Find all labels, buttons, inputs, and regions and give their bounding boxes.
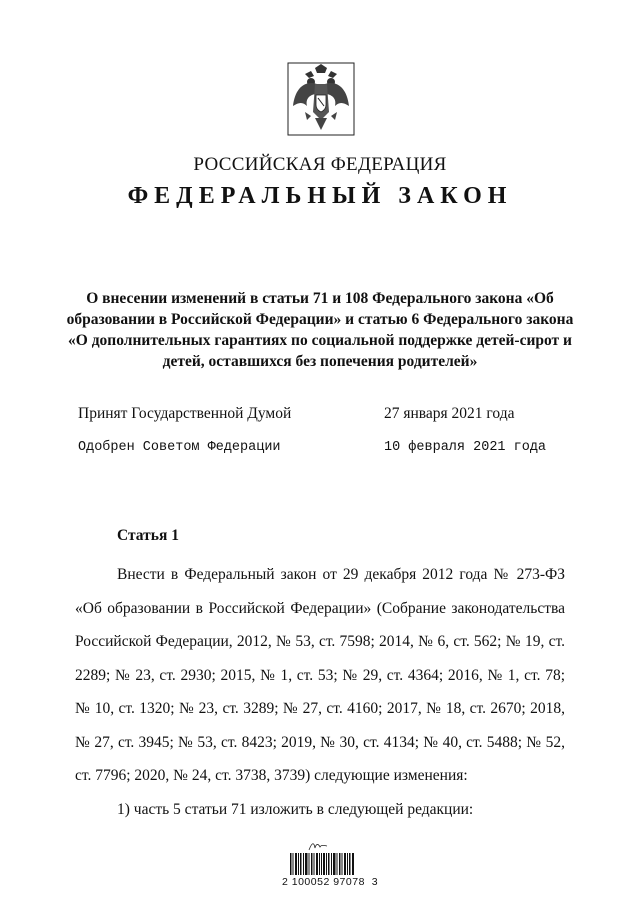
article-item-1: 1) часть 5 статьи 71 изложить в следующей редакции: <box>117 801 474 818</box>
barcode-number: 2 100052 97078 3 <box>282 876 379 888</box>
country-name: РОССИЙСКАЯ ФЕДЕРАЦИЯ <box>193 154 447 175</box>
article-heading: Статья 1 <box>117 527 179 544</box>
law-subject-title: О внесении изменений в статьи 71 и 108 Федерального закона «Об образовании в Российской Федерации» и статью 6 Федерального закона «О дополнительных гарантиях по социальной поддержке детей-сирот и детей, оставшихся без попечения родителей» <box>66 290 574 370</box>
document-type-title: ФЕДЕРАЛЬНЫЙ ЗАКОН <box>127 183 513 209</box>
coat-of-arms-icon <box>287 62 355 136</box>
signature-mark <box>308 840 328 852</box>
approval-council-date: 10 февраля 2021 года <box>384 440 547 455</box>
article-paragraph: Внести в Федеральный закон от 29 декабря 2012 года № 273-ФЗ «Об образовании в Российской Федерации» (Собрание законодательства Российской Федерации, 2012, № 53, ст. 7598; 2014, № 6, ст. 562; № 19, ст. 2289; № 23, ст. 2930; 2015, № 1, ст. 53; № 29, ст. 4364; 2016, № 1, ст. 78; № 10, ст. 1320; № 23, ст. 3289; № 27, ст. 4160; 2017, № 18, ст. 2670; 2018, № 27, ст. 3945; № 53, ст. 8423; 2019, № 30, ст. 4134; № 40, ст. 5488; № 52, ст. 7796; 2020, № 24, ст. 3738, 3739) следующие изменения: <box>75 566 565 784</box>
approval-council-label: Одобрен Советом Федерации <box>78 440 281 455</box>
adoption-duma-date: 27 января 2021 года <box>384 405 515 422</box>
barcode-icon <box>290 853 354 875</box>
adoption-duma-label: Принят Государственной Думой <box>78 405 292 422</box>
